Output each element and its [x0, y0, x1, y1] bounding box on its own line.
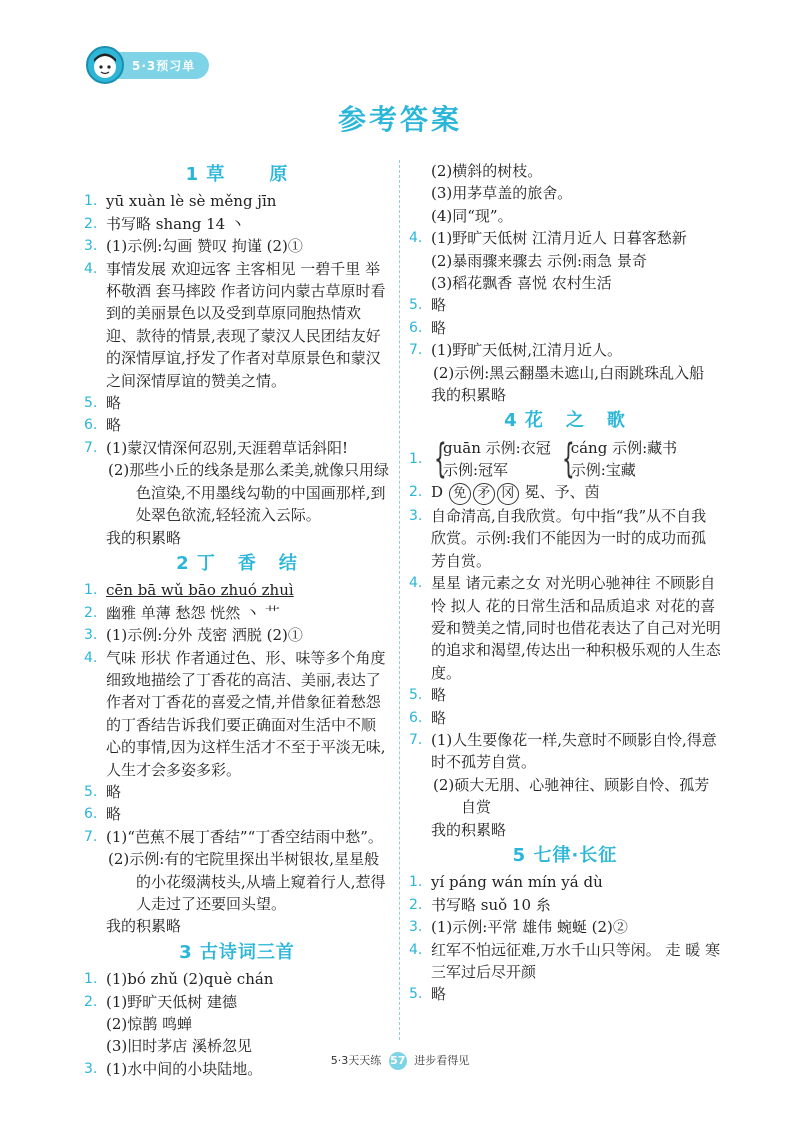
list-item: 7. (1)野旷天低树,江清月近人。 — [409, 341, 623, 360]
list-item: 3. (1)示例:勾画 赞叹 拘谨 (2)① — [84, 237, 303, 256]
list-item: 1. { guān 示例:衣冠 示例:冠军 { cáng 示例:藏书 示例:宝藏 — [409, 435, 678, 482]
brace-icon: { — [561, 435, 575, 482]
brace-group: { guān 示例:衣冠 示例:冠军 — [434, 435, 551, 482]
list-item: 2. 书写略 shang 14 丶 — [84, 214, 245, 233]
list-subitem: (3)旧时茅店 溪桥忽见 — [106, 1037, 253, 1056]
list-item: 3. (1)示例:分外 茂密 洒脱 (2)① — [84, 626, 303, 645]
accumulation-note: 我的积累略 — [431, 386, 507, 405]
list-item: 3. 自命清高,自我欣赏。句中指“我”从不自我欣赏。示例:我们不能因为一时的成功而孤芳自赏。 — [409, 506, 707, 570]
list-item: 2. 书写略 suǒ 10 糸 — [409, 895, 551, 914]
circled-char: 冈 — [497, 483, 519, 505]
list-subitem: (3)用茅草盖的旅舍。 — [431, 184, 573, 203]
footer-slogan: 进步看得见 — [414, 1054, 470, 1067]
list-item: 7. (1)“芭蕉不展丁香结”“丁香空结雨中愁”。 — [84, 827, 383, 846]
list-subitem: (2)那些小丘的线条是那么柔美,就像只用绿色渲染,不用墨线勾勒的中国画那样,到处翠色欲流,轻轻流入云际。 — [108, 461, 390, 525]
list-item: 3. (1)示例:平常 雄伟 蜿蜒 (2)② — [409, 918, 628, 937]
list-subitem: (4)同“现”。 — [431, 206, 513, 225]
list-item: 1. (1)bó zhǔ (2)què chán — [84, 970, 274, 989]
footer-brand: 5·3天天练 — [330, 1054, 382, 1067]
list-item: 2. (1)野旷天低树 建德 — [84, 992, 238, 1011]
list-item: 6. 略 — [409, 708, 447, 727]
section-title-4: 4 花 之 歌 — [504, 410, 626, 432]
brand-badge — [86, 46, 209, 84]
brace-icon: { — [434, 435, 447, 482]
list-item: 4. 气味 形状 作者通过色、形、味等多个角度细致地描绘了丁香花的高洁、美丽,表达了作者对丁香花的喜爱之情,并借象征着愁怨的丁香结告诉我们要正确面对生活中不顺心的事情,因为这样生活才不至于平淡无味,人生才会多姿多彩。 — [84, 648, 386, 779]
page-number: 57 — [389, 1052, 407, 1070]
list-item: 2. D 免 矛 冈 冕、予、茵 — [409, 481, 721, 505]
list-item: 5. 略 — [84, 782, 122, 801]
list-item: 7. (1)人生要像花一样,失意时不顾影自怜,得意时不孤芳自赏。 — [409, 730, 717, 772]
accumulation-note: 我的积累略 — [431, 820, 507, 839]
left-column — [84, 160, 390, 1080]
right-column — [409, 160, 721, 1006]
section-title-1: 1 草 原 — [185, 164, 289, 185]
section-title-3: 3 古诗词三首 — [179, 941, 295, 963]
list-subitem: (2)暴雨骤来骤去 示例:雨急 景奇 — [431, 251, 647, 270]
accumulation-note: 我的积累略 — [106, 528, 182, 547]
list-item: 4. 红军不怕远征难,万水千山只等闲。 走 暖 寒 三军过后尽开颜 — [409, 940, 721, 981]
section-title-5: 5 七律·长征 — [512, 844, 618, 866]
list-subitem: (2)示例:有的宅院里探出半树银妆,星星般的小花缀满枝头,从墙上窥着行人,惹得人走过了还要回头望。 — [108, 850, 386, 913]
circled-char: 免 — [449, 483, 471, 505]
list-item: 2. 幽雅 单薄 愁怨 恍然 丶 艹 — [84, 603, 280, 622]
page-footer — [0, 1052, 800, 1070]
brand-label: 5·3预习单 — [114, 52, 209, 79]
list-item: 6. 略 — [84, 416, 122, 435]
list-item: 6. 略 — [409, 318, 447, 337]
list-item: 5. 略 — [409, 296, 447, 315]
list-item: 4. (1)野旷天低树 江清月近人 日暮客愁新 — [409, 229, 687, 248]
list-item: 1. yí páng wán mín yá dù — [409, 873, 603, 892]
section-title-2: 2 丁 香 结 — [176, 552, 298, 574]
list-subitem: (2)硕大无朋、心驰神往、顾影自怜、孤芳自赏 — [433, 775, 710, 817]
list-subitem: (2)惊鹊 鸣蝉 — [106, 1015, 193, 1034]
list-item: 1. cēn bā wǔ bāo zhuó zhuì — [84, 581, 294, 600]
brace-group: { cáng 示例:藏书 示例:宝藏 — [561, 435, 678, 482]
list-item: 5. 略 — [84, 394, 122, 413]
list-item: 5. 略 — [409, 985, 447, 1004]
accumulation-note: 我的积累略 — [106, 917, 182, 936]
list-item: 7. (1)蒙汉情深何忍别,天涯碧草话斜阳! — [84, 438, 349, 457]
list-item: 6. 略 — [84, 805, 122, 824]
student-avatar-icon — [86, 46, 124, 84]
list-subitem: (2)横斜的树枝。 — [431, 162, 543, 180]
list-item: 5. 略 — [409, 686, 447, 705]
circled-char: 矛 — [473, 483, 495, 505]
list-subitem: (3)稻花飘香 喜悦 农村生活 — [431, 274, 612, 293]
column-divider — [399, 160, 400, 1040]
list-item: 1. yū xuàn lè sè měng jīn — [84, 192, 277, 211]
list-item: 3. (1)水中间的小块陆地。 — [84, 1059, 263, 1078]
list-item: 4. 事情发展 欢迎远客 主客相见 一碧千里 举杯敬酒 套马摔跤 作者访问内蒙古草原时看到的美丽景色以及受到草原同胞热情欢迎、款待的情景,表现了蒙汉人民团结友好的深情厚谊,抒发了作者对草原景色和蒙汉之间深情厚谊的赞美之情。 — [84, 259, 386, 390]
list-subitem: (2)示例:黑云翻墨未遮山,白雨跳珠乱入船 — [433, 363, 705, 382]
list-item: 4. 星星 诸元素之女 对光明心驰神往 不顾影自怜 拟人 花的日常生活和品质追求 对花的喜爱和赞美之情,同时也借花表达了自己对光明的追求和渴望,传达出一种积极乐观的人生态度。 — [409, 574, 721, 682]
page-title: 参考答案 — [337, 103, 462, 136]
